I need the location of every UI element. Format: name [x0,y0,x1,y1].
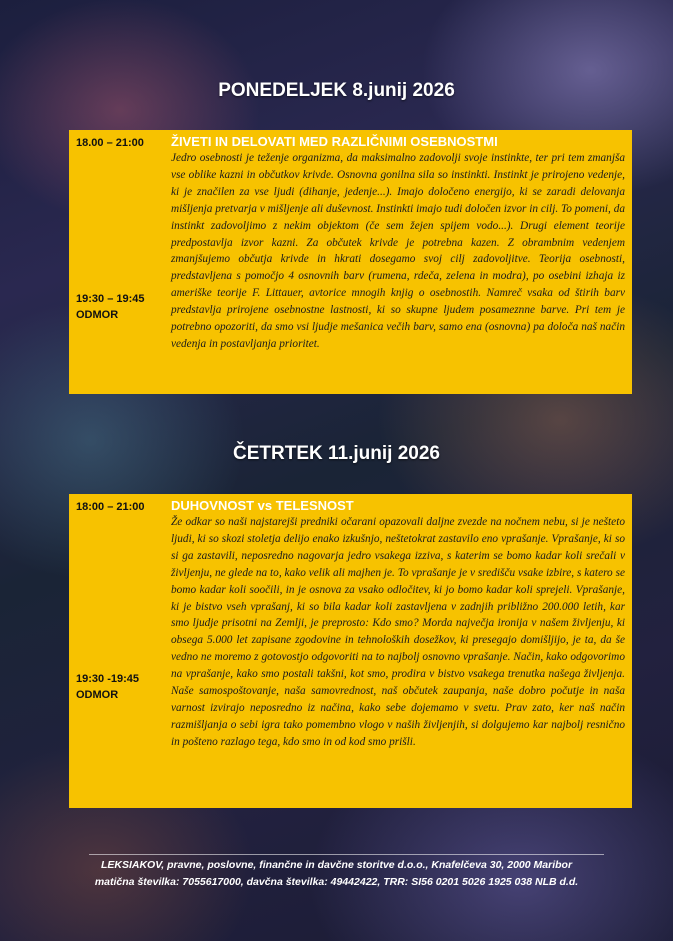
event-time: 18:00 – 21:00 [76,501,145,513]
break-time: 19:30 – 19:45 [76,293,145,305]
day-heading: ČETRTEK 11.junij 2026 [233,443,440,464]
event-title: DUHOVNOST vs TELESNOST [171,498,354,513]
day-heading: PONEDELJEK 8.junij 2026 [218,80,455,101]
footer [0,857,673,891]
event-time: 18.00 – 21:00 [76,137,144,149]
event-title: ŽIVETI IN DELOVATI MED RAZLIČNIMI OSEBNOSTMI [171,134,498,149]
footer-registration-line: matična številka: 7055617000, davčna številka: 49442422, TRR: SI56 0201 5026 1925 038 NLB d.d. [94,876,579,888]
footer-divider [89,854,604,855]
event-panel [69,130,632,394]
event-panel [69,494,632,808]
event-content [171,134,625,353]
event-description: Že odkar so naši najstarejši predniki očarani opazovali daljne zvezde na nočnem nebu, si je nešteto ljudi, ki so skozi stoletja delijo enako izkušnjo, neštetokrat zastavilo eno vprašanje. Vprašanje, ki so si ga zastavili, neposredno nagovarja jedro vsakega izziva, s katerim se bomo kadar koli srečali v življenju, ne glede na to, kako velik ali majhen je. To vprašanje je v središču vsake izbire, s katero se bomo kadar koli soočili, in je osnova za vsako odločitev, ki jo bomo kadar koli sprejeli. Vprašanje, ki je bistvo vseh vprašanj, ki so bila kadar koli zastavljena v zadnjih približno 200.000 letih, kar smo ljudje prisotni na Zemlji, je preprosto: Kdo smo? Morda največja ironija v našem življenju, ki obsega 5.000 let zapisane zgodovine in tehnoloških dosežkov, ki presegajo domišljijo, je ta, da še vedno ne moremo z gotovostjo odgovoriti na to najbolj osnovno vprašanje. Način, kako odgovorimo na vprašanje, kako smo postali takšni, kot smo, prodira v bistvo vsakega trenutka našega življenja. Naše samospoštovanje, naša samovrednost, naš občutek zaupanja, naše dobro počutje in naša varnost izvirajo neposredno iz načina, kako sebe dojemamo v svetu. Prav zato, ker naš način razmišljanja o sebi igra tako pomembno vlogo v naših življenjih, si dolgujemo kar najbolj resnično in pošteno razlago tega, kdo smo in od kod smo prišli. [171,516,625,748]
break-time: 19:30 -19:45 [76,673,139,685]
event-content [171,498,625,751]
footer-company-line: LEKSIAKOV, pravne, poslovne, finančne in davčne storitve d.o.o., Knafelčeva 30, 2000 Maribor [100,859,573,871]
event-description: Jedro osebnosti je teženje organizma, da maksimalno zadovolji svoje instinkte, ter pri tem zmanjša vse oblike kazni in občutkov krivde. Osnovna gonilna sila so instinkti. Instinkt je prirojeno vedenje, ki je značilen za vse ljudi (dihanje, jedenje...). Imajo določeno energijo, ki se zaradi delovanja mišljenja pretvarja v mišljenje ali duševnost. Instinkti imajo tudi določen izvor in cilj. To pomeni, da instinkt zadovoljimo z nekim objektom (če sem žejen spijem vodo...). Drugi element teorije predpostavlja izvor kazni. Za občutek krivde je potrebna kazen. Z obrambnim vedenjem zmanjšujemo občutja krivde in hkrati dosegamo svoj cilj zadovoljitve. Teorija osebnosti, predstavljena s pomočjo 4 osnovnih barv (rumena, rdeča, zelena in modra), po osebini izhaja iz ameriške teorije F. Littauer, avtorice mnogih knjig o osebnostih. Namreč vsaka od štirih barv predstavlja prirojene osebnostne lastnosti, ki so skupne ljudem posameznne barve. Pri tem je potrebno opozoriti, da smo vsi ljudje mešanica večih barv, samo ena (osnovna) pa določa naš način vedenja in postavljanja prioritet. [171,152,625,350]
break-label: ODMOR [76,309,119,321]
break-label: ODMOR [76,689,119,701]
